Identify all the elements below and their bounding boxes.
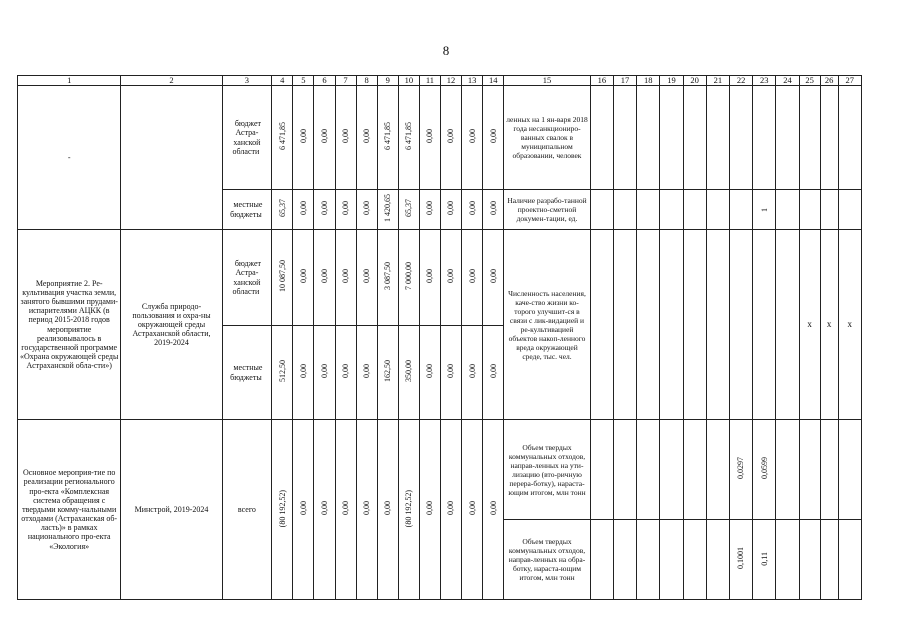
- block-b-indicator: Численность населения, каче-ство жизни ко-торого улучшит-ся в связи с лик-видацией и ре-культивацией объектов накоп-ленного вреда окружающей среде, тыс. чел.: [504, 230, 591, 420]
- value-cell: 0,00: [298, 364, 308, 379]
- value-cell: 6 471,85: [383, 122, 393, 151]
- block-b-row-1: [18, 230, 862, 326]
- value-cell: 0,00: [425, 501, 435, 516]
- value-cell: 0,00: [467, 269, 477, 284]
- column-number-4: 4: [272, 76, 293, 86]
- column-number-16: 16: [590, 76, 613, 86]
- value-cell: 0,00: [340, 201, 350, 216]
- value-cell: 0,00: [362, 364, 372, 379]
- value-cell: 0,00: [467, 201, 477, 216]
- value-cell: 0,00: [298, 129, 308, 144]
- value-cell: 0,00: [362, 501, 372, 516]
- column-number-12: 12: [440, 76, 461, 86]
- value-cell: 350,00: [404, 360, 414, 383]
- block-a-indicator-1: ленных на 1 ян-варя 2018 года несанкциониро-ванных свалок в муниципальном образовании, человек: [504, 86, 591, 190]
- block-a-source-1: бюджет Астра-ханской области: [222, 86, 272, 190]
- value-cell: 6 471,85: [277, 122, 287, 151]
- block-a-row-1: [18, 86, 862, 190]
- column-number-7: 7: [335, 76, 356, 86]
- value-cell: 0,00: [319, 501, 329, 516]
- value-cell: 0,00: [467, 364, 477, 379]
- value-cell: 0,00: [446, 129, 456, 144]
- value-cell: 0,00: [362, 129, 372, 144]
- value-cell: 0,00: [340, 501, 350, 516]
- value-cell: 0,00: [340, 129, 350, 144]
- column-number-15: 15: [504, 76, 591, 86]
- value-cell: 3 087,50: [383, 262, 393, 291]
- value-cell: 512,50: [277, 360, 287, 383]
- column-number-22: 22: [729, 76, 752, 86]
- column-number-14: 14: [483, 76, 504, 86]
- value-cell: 0,00: [425, 201, 435, 216]
- column-number-19: 19: [660, 76, 683, 86]
- value-cell: 0,00: [467, 501, 477, 516]
- value-cell: 0,00: [446, 501, 456, 516]
- column-number-17: 17: [613, 76, 636, 86]
- value-cell: (80 192,52): [277, 489, 287, 528]
- block-b-source-1: бюджет Астра-ханской области: [222, 230, 272, 326]
- value-cell: 0,00: [319, 269, 329, 284]
- value-cell: 0,00: [298, 501, 308, 516]
- value-cell: 0,00: [362, 201, 372, 216]
- block-c-col1: Основное мероприя-тие по реализации регионального про-екта «Комплексная система обращения с твердыми комму-нальными отходами (Астраханская об-ласть)» в рамках национального про-екта «Экология»: [18, 420, 121, 600]
- column-number-20: 20: [683, 76, 706, 86]
- column-number-21: 21: [706, 76, 729, 86]
- column-number-1: 1: [18, 76, 121, 86]
- column-number-6: 6: [314, 76, 335, 86]
- column-number-26: 26: [820, 76, 838, 86]
- column-number-11: 11: [419, 76, 440, 86]
- value-cell: 0,00: [340, 269, 350, 284]
- value-cell: 0,00: [425, 364, 435, 379]
- column-number-9: 9: [377, 76, 398, 86]
- value-cell: 0,00: [298, 269, 308, 284]
- value-cell: 0,00: [488, 201, 498, 216]
- column-number-25: 25: [799, 76, 820, 86]
- block-a-col1: -: [18, 86, 121, 230]
- value-cell: 6 471,85: [404, 122, 414, 151]
- value-cell: 0,00: [383, 501, 393, 516]
- value-cell: 0,00: [340, 364, 350, 379]
- block-a-indicator-2: Наличие разрабо-танной проектно-сметной докумен-тации, ед.: [504, 190, 591, 230]
- block-b-mark-27: х: [838, 230, 861, 420]
- block-b-source-2: местные бюджеты: [222, 326, 272, 420]
- block-c-source: всего: [222, 420, 272, 600]
- value-cell: 0,00: [319, 129, 329, 144]
- block-b-col2: Служба природо-пользования и охра-ны окружающей среды Астраханской области, 2019-2024: [121, 230, 222, 420]
- column-number-13: 13: [462, 76, 483, 86]
- block-c-ind1-col22: 0,0297: [729, 420, 752, 520]
- value-cell: 0,00: [298, 201, 308, 216]
- column-number-27: 27: [838, 76, 861, 86]
- value-cell: 162,50: [383, 360, 393, 383]
- block-c-row-1: [18, 420, 862, 520]
- block-b-mark-26: х: [820, 230, 838, 420]
- value-cell: 0,00: [467, 129, 477, 144]
- block-b-col1: Мероприятие 2. Ре-культивация участка земли, занятого бывшими прудами-испарителями АЦКК (в период 2015-2018 годов мероприятие реализовывалось в государственной программе «Охрана окружающей среды Астраханской обла-сти»): [18, 230, 121, 420]
- column-number-2: 2: [121, 76, 222, 86]
- value-cell: 0,00: [425, 129, 435, 144]
- value-cell: 1 420,65: [383, 194, 393, 223]
- value-cell: 7 000,00: [404, 262, 414, 291]
- header-row: [18, 76, 862, 86]
- value-cell: 65,37: [404, 199, 414, 218]
- value-cell: 0,00: [488, 501, 498, 516]
- value-cell: 0,00: [488, 129, 498, 144]
- column-number-5: 5: [293, 76, 314, 86]
- value-cell: 0,00: [488, 364, 498, 379]
- program-table: [17, 75, 862, 600]
- value-cell: 0,00: [319, 364, 329, 379]
- value-cell: 0,00: [446, 364, 456, 379]
- block-c-indicator-1: Объем твердых коммунальных отходов, направ-ленных на ути-лизацию (вто-ричную перера-ботку), нараста-ющим итогом, млн тонн: [504, 420, 591, 520]
- value-cell: 0,00: [488, 269, 498, 284]
- value-cell: 0,00: [425, 269, 435, 284]
- page-number: 8: [442, 43, 450, 58]
- block-a-col23-value: 1: [753, 190, 776, 230]
- column-number-3: 3: [222, 76, 272, 86]
- block-c-ind2-col22: 0,1001: [729, 520, 752, 600]
- block-c-indicator-2: Объем твердых коммунальных отходов, направ-ленных на обра-ботку, нараста-ющим итогом, млн тонн: [504, 520, 591, 600]
- value-cell: 65,37: [277, 199, 287, 218]
- value-cell: 0,00: [446, 269, 456, 284]
- block-c-ind2-col23: 0,11: [753, 520, 776, 600]
- value-cell: 0,00: [362, 269, 372, 284]
- column-number-18: 18: [637, 76, 660, 86]
- column-number-10: 10: [398, 76, 419, 86]
- column-number-24: 24: [776, 76, 799, 86]
- block-b-mark-25: х: [799, 230, 820, 420]
- block-c-ind1-col23: 0,0599: [753, 420, 776, 520]
- value-cell: (80 192,52): [404, 489, 414, 528]
- value-cell: 0,00: [446, 201, 456, 216]
- value-cell: 10 087,50: [277, 260, 287, 293]
- value-cell: 0,00: [319, 201, 329, 216]
- block-a-col2: [121, 86, 222, 230]
- column-number-23: 23: [753, 76, 776, 86]
- column-number-8: 8: [356, 76, 377, 86]
- block-a-source-2: местные бюджеты: [222, 190, 272, 230]
- block-c-col2: Минстрой, 2019-2024: [121, 420, 222, 600]
